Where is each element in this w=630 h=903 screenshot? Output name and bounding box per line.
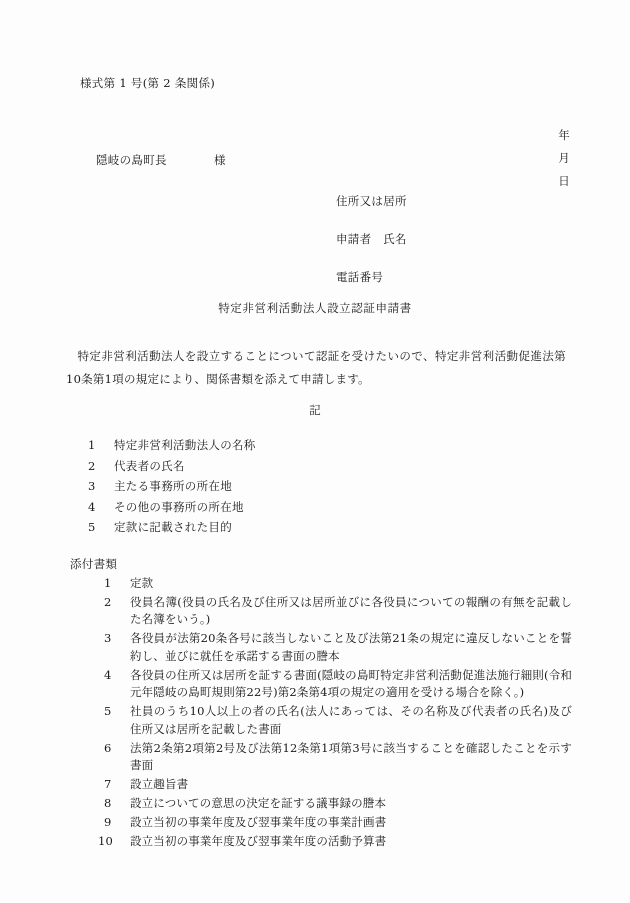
attachment-item-number: 4 <box>104 667 112 682</box>
attachment-item-number: 1 <box>104 576 112 590</box>
list-item-text: 代表者の氏名 <box>114 458 185 473</box>
attachment-item-text: 社員のうち10人以上の者の氏名(法人にあっては、その名称及び代表者の氏名)及び住所又は居所を記載した書面 <box>130 704 572 736</box>
list-item <box>88 499 548 514</box>
attachment-item-text: 設立当初の事業年度及び翌事業年度の活動予算書 <box>130 834 387 849</box>
addressee-line: 隠岐の島町長 様 <box>96 153 226 167</box>
list-item-text: 主たる事務所の所在地 <box>114 479 232 493</box>
attachment-item <box>104 740 572 775</box>
attachment-item <box>104 814 572 831</box>
attachment-item <box>104 776 572 793</box>
list-item-text: 定款に記載された目的 <box>114 520 232 534</box>
attachment-item-text: 法第2条第2項第2号及び法第12条第1項第3号に該当することを確認したことを示す書面 <box>130 740 572 773</box>
list-item-number: 2 <box>88 458 96 473</box>
attachment-item-text: 各役員の住所又は居所を証する書面(隠岐の島町特定非営利活動促進法施行細則(令和元年隠岐の島町規則第22号)第2条第4項の規定の適用を受ける場合を除く。) <box>130 667 572 700</box>
applicant-name-label: 申請者 氏名 <box>336 232 407 246</box>
attachment-item <box>104 703 572 738</box>
attachment-item <box>104 795 572 812</box>
list-item-number: 4 <box>88 499 96 514</box>
list-item-number: 5 <box>88 520 96 534</box>
attachment-item-number: 5 <box>104 704 112 719</box>
attachment-item-number: 3 <box>104 631 112 646</box>
attachment-item <box>104 594 572 629</box>
day-label: 日 <box>558 173 570 188</box>
list-item-number: 3 <box>88 479 96 493</box>
applicant-block <box>336 193 407 285</box>
list-item-text: 特定非営利活動法人の名称 <box>114 438 256 452</box>
attachment-item-text: 各役員が法第20条各号に該当しないこと及び法第21条の規定に違反しないことを誓約し、並びに就任を承諾する書面の謄本 <box>130 631 572 663</box>
attachment-item <box>104 667 572 702</box>
list-item <box>88 481 548 493</box>
ki-marker: 記 <box>309 403 321 417</box>
attachment-item-number: 6 <box>104 740 112 755</box>
attachment-item-number: 10 <box>98 834 113 849</box>
applicant-address-label: 住所又は居所 <box>336 194 407 208</box>
list-item-text: その他の事務所の所在地 <box>114 499 244 514</box>
attachment-item-number: 8 <box>104 796 112 811</box>
list-item <box>88 522 548 534</box>
document-title: 特定非営利活動法人設立認証申請書 <box>218 301 412 315</box>
attachments-heading: 添付書類 <box>70 557 118 571</box>
list-item <box>88 440 548 452</box>
attachment-item <box>98 833 572 850</box>
date-line <box>0 118 570 199</box>
attachment-item-number: 9 <box>104 815 112 830</box>
attachment-item-text: 定款 <box>130 576 154 590</box>
attachment-item <box>104 575 572 592</box>
attachment-item-number: 7 <box>104 777 112 792</box>
month-label: 月 <box>558 150 570 165</box>
attachment-item <box>104 630 572 665</box>
form-number: 様式第 1 号(第 2 条関係) <box>80 76 216 90</box>
body-paragraph: 特定非営利活動法人を設立することについて認証を受けたいので、特定非営利活動促進法第10条第1項の規定により、関係書類を添えて申請します。 <box>66 349 566 386</box>
year-label: 年 <box>558 127 570 142</box>
applicant-phone-label: 電話番号 <box>336 270 384 284</box>
main-item-list <box>88 440 548 543</box>
attachment-item-list <box>98 575 572 852</box>
attachment-item-text: 役員名簿(役員の氏名及び住所又は居所並びに各役員についての報酬の有無を記載した名簿をいう。) <box>130 594 572 627</box>
list-item <box>88 458 548 473</box>
attachment-item-number: 2 <box>104 594 112 609</box>
attachment-item-text: 設立についての意思の決定を証する議事録の謄本 <box>130 796 387 811</box>
list-item-number: 1 <box>88 438 96 452</box>
attachment-item-text: 設立当初の事業年度及び翌事業年度の事業計画書 <box>130 815 387 830</box>
attachment-item-text: 設立趣旨書 <box>130 777 189 792</box>
